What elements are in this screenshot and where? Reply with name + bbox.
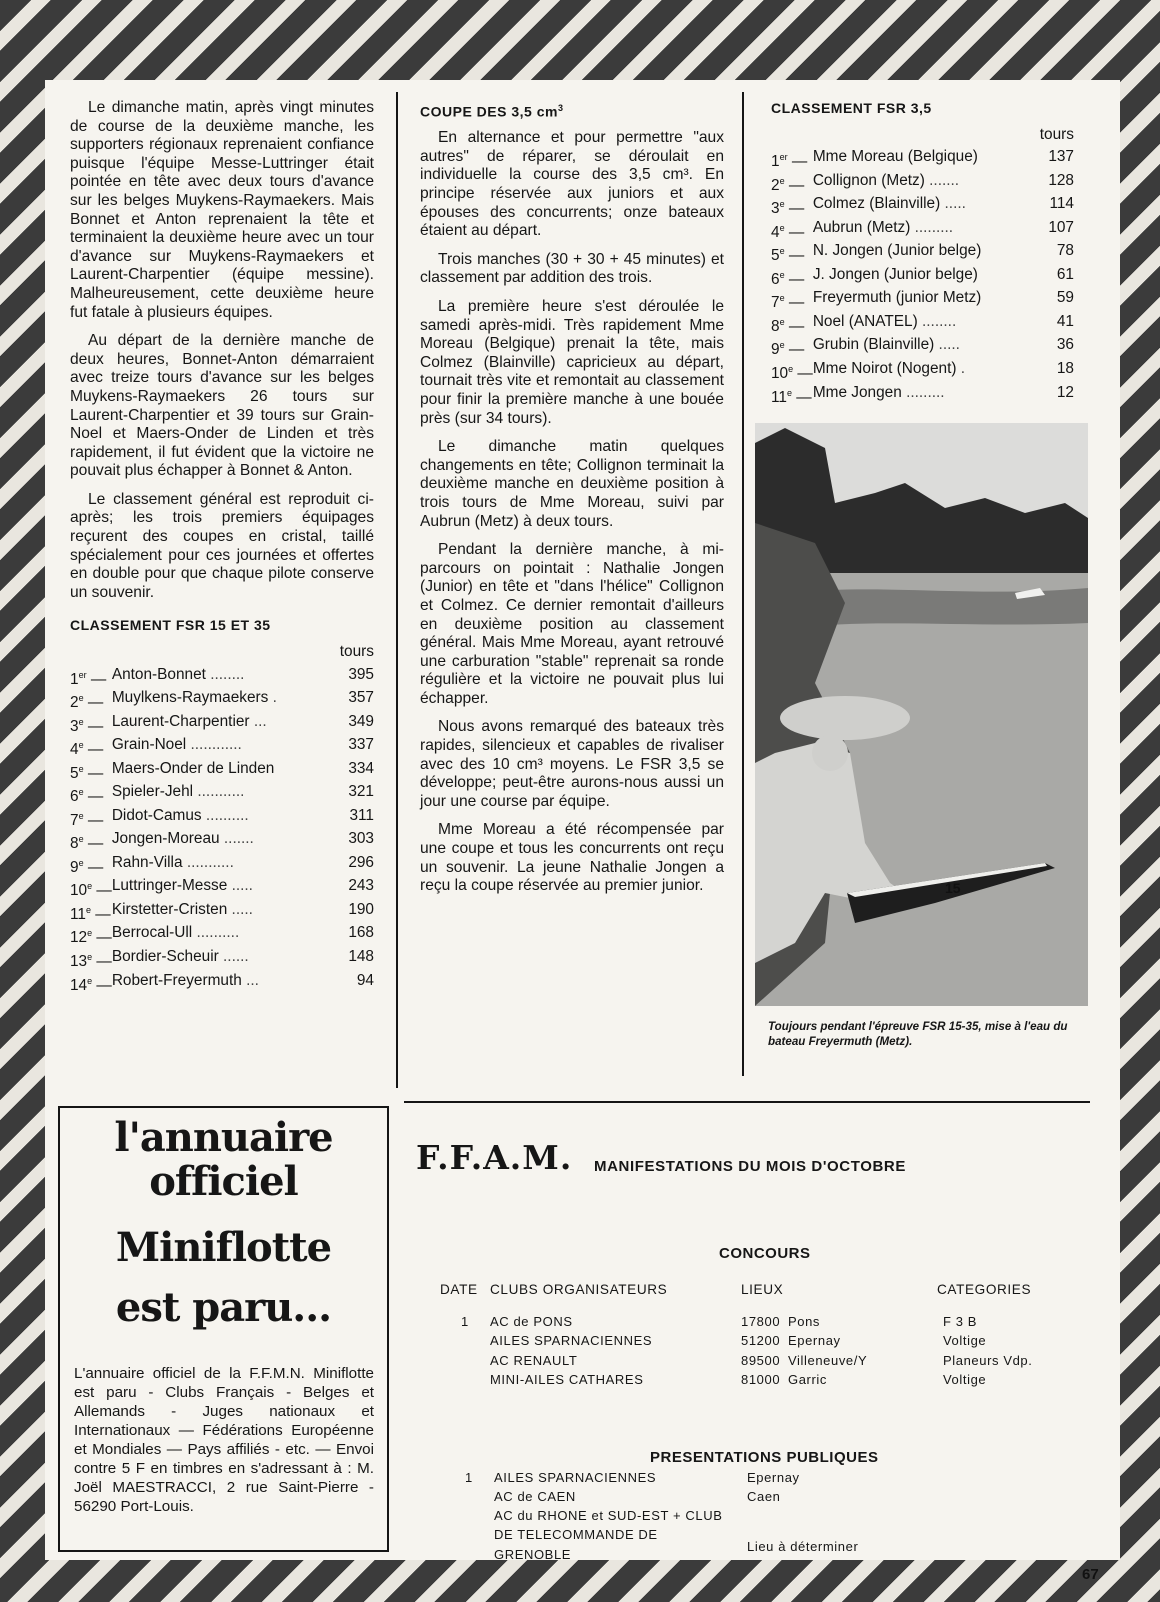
ranking-position: 10e — bbox=[771, 363, 813, 383]
photo-illustration bbox=[755, 423, 1088, 1006]
ranking-position: 2e — bbox=[771, 175, 805, 194]
ranking-name: Robert-Freyermuth ... bbox=[111, 971, 259, 989]
ad-title-line: Miniflotte bbox=[115, 1224, 332, 1271]
ranking-row bbox=[771, 384, 1074, 408]
ranking-row bbox=[771, 242, 1074, 266]
ad-box-annuaire bbox=[58, 1106, 389, 1552]
concours-place: Pons bbox=[788, 1314, 821, 1329]
article-paragraph: Le classement général est reproduit ci-après; les trois premiers équipages reçurent des coupes en cristal, taillé spécialement pour ces journées et offertes en double pour que chaque pilote conserve un souvenir. bbox=[70, 490, 374, 601]
concours-postcode: 81000 bbox=[741, 1371, 781, 1387]
article-paragraph: En alternance et pour permettre "aux autres" de réparer, se déroulait en individuelle la course des 3,5 cm³. En principe réservée aux juniors et aux épouses des concurrents; onze bateaux étaient au départ. bbox=[420, 129, 724, 240]
ranking-laps: 168 bbox=[348, 924, 374, 942]
ranking-name: Aubrun (Metz) ......... bbox=[812, 218, 954, 236]
header-date: DATE bbox=[440, 1282, 478, 1297]
ranking-position: 4e — bbox=[771, 222, 805, 241]
ranking-row bbox=[70, 901, 374, 925]
ranking-laps: 137 bbox=[1048, 148, 1074, 166]
ranking-position: 9e — bbox=[771, 340, 805, 359]
ranking-row bbox=[70, 689, 374, 713]
ranking-position: 1er — bbox=[771, 152, 808, 171]
ranking-name: Luttringer-Messe ..... bbox=[111, 877, 253, 895]
page-number: 67 bbox=[1082, 1566, 1099, 1583]
photo-caption: Toujours pendant l'épreuve FSR 15-35, mise à l'eau du bateau Freyermuth (Metz). bbox=[768, 1020, 1068, 1048]
ranking-laps: 107 bbox=[1048, 218, 1074, 236]
ranking-name: Berrocal-Ull .......... bbox=[111, 924, 240, 942]
ranking-position: 7e — bbox=[771, 293, 805, 312]
ranking-position: 6e — bbox=[771, 269, 805, 288]
ranking-laps: 349 bbox=[348, 712, 374, 730]
ranking-position: 8e — bbox=[771, 316, 805, 336]
ranking-name: Didot-Camus .......... bbox=[111, 806, 249, 824]
ranking-name: Colmez (Blainville) ..... bbox=[812, 195, 966, 213]
concours-club: AILES SPARNACIENNES bbox=[490, 1333, 653, 1349]
ranking-name: Jongen-Moreau ....... bbox=[111, 830, 254, 848]
ranking-row bbox=[70, 854, 374, 878]
ranking-position: 7e — bbox=[70, 810, 104, 829]
ranking-laps: 94 bbox=[356, 971, 374, 989]
ranking-unit: tours bbox=[1039, 125, 1074, 143]
concours-category: Voltige bbox=[943, 1333, 987, 1349]
ranking-laps: 321 bbox=[348, 783, 374, 801]
ranking-position: 2e — bbox=[70, 693, 104, 712]
ranking-position: 5e — bbox=[70, 763, 104, 782]
article-paragraph: Pendant la dernière manche, à mi-parcours on pointait : Nathalie Jongen (Junior) en tête et "dans l'hélice" Collignon et Colmez. Ce dernier remontait d'ailleurs en deuxième position au classement général. Mais Mme Moreau, ayant retrouvé une carburation "stable" reprenait sa ronde régulière et la victoire ne pouvait plus lui échapper. bbox=[420, 541, 724, 707]
ranking-name: Mme Moreau (Belgique) bbox=[812, 148, 978, 166]
ranking-laps: 12 bbox=[1056, 383, 1074, 401]
ranking-laps: 59 bbox=[1056, 289, 1074, 307]
ranking-position: 11e — bbox=[70, 904, 111, 924]
ranking-laps: 311 bbox=[349, 806, 374, 824]
ranking-name: Rahn-Villa ........... bbox=[111, 853, 234, 871]
manifestations-title: MANIFESTATIONS DU MOIS D'OCTOBRE bbox=[594, 1158, 906, 1175]
ranking-name: N. Jongen (Junior belge) bbox=[812, 242, 982, 260]
ranking-unit: tours bbox=[339, 643, 374, 661]
column-1 bbox=[70, 99, 374, 995]
presentation-place: Epernay bbox=[747, 1470, 800, 1485]
ranking-row bbox=[771, 219, 1074, 243]
ranking-table-fsr15-35 bbox=[70, 666, 374, 995]
ranking-name: Kirstetter-Cristen ..... bbox=[111, 900, 253, 918]
ranking-name: Noel (ANATEL) ........ bbox=[812, 312, 957, 330]
ranking-position: 8e — bbox=[70, 834, 104, 853]
section-rule bbox=[404, 1101, 1090, 1103]
ranking-row bbox=[70, 877, 374, 901]
ranking-laps: 395 bbox=[348, 665, 374, 683]
ranking-position: 11e — bbox=[771, 387, 812, 406]
ranking-row bbox=[771, 148, 1074, 172]
ranking-laps: 357 bbox=[348, 689, 374, 707]
ranking-row bbox=[70, 807, 374, 831]
ranking-row bbox=[70, 736, 374, 760]
concours-title: CONCOURS bbox=[719, 1245, 811, 1262]
ranking-name: Anton-Bonnet ........ bbox=[111, 665, 245, 683]
ranking-laps: 114 bbox=[1049, 195, 1074, 213]
ranking-name: Grain-Noel ............ bbox=[111, 736, 242, 754]
ranking-laps: 337 bbox=[348, 736, 374, 754]
concours-place: Epernay bbox=[788, 1333, 841, 1349]
concours-club: AC RENAULT bbox=[490, 1352, 578, 1368]
ranking-name: Laurent-Charpentier ... bbox=[111, 712, 267, 730]
ranking-row bbox=[70, 760, 374, 784]
ranking-name: Mme Jongen ......... bbox=[812, 383, 945, 401]
ranking-row bbox=[70, 924, 374, 948]
ranking-name: Freyermuth (junior Metz) bbox=[812, 289, 982, 307]
ranking-row bbox=[70, 948, 374, 972]
presentation-club: AILES SPARNACIENNES bbox=[494, 1470, 657, 1485]
ranking-position: 12e — bbox=[70, 928, 112, 947]
ranking-name: J. Jongen (Junior belge) bbox=[812, 265, 978, 283]
ranking-position: 3e — bbox=[70, 716, 104, 735]
ranking-laps: 18 bbox=[1056, 359, 1074, 377]
ranking-name: Collignon (Metz) ....... bbox=[812, 171, 960, 189]
concours-category: Voltige bbox=[943, 1371, 987, 1387]
ranking-position: 1er — bbox=[70, 669, 107, 688]
ranking-position: 6e — bbox=[70, 787, 104, 806]
ranking-row bbox=[771, 289, 1074, 313]
ranking-position: 4e — bbox=[70, 740, 104, 759]
ranking-laps: 303 bbox=[348, 830, 374, 848]
ranking-name: Grubin (Blainville) ..... bbox=[812, 336, 960, 354]
ad-title-line: officiel bbox=[149, 1158, 298, 1205]
ranking-row bbox=[771, 313, 1074, 337]
column-2 bbox=[420, 99, 724, 906]
presentations-title: PRESENTATIONS PUBLIQUES bbox=[650, 1449, 879, 1466]
ranking-laps: 78 bbox=[1056, 242, 1074, 260]
ranking-name: Spieler-Jehl ........... bbox=[111, 783, 245, 801]
ranking-position: 10e — bbox=[70, 881, 112, 900]
presentation-date: 1 bbox=[465, 1470, 473, 1485]
article-paragraph: Le dimanche matin quelques changements en tête; Collignon terminait la deuxième manche en deuxième position à trois tours de Mme Moreau, suivi par Aubrun (Metz) à deux tours. bbox=[420, 438, 724, 530]
ranking-laps: 36 bbox=[1056, 336, 1074, 354]
ranking-laps: 243 bbox=[348, 877, 374, 895]
concours-category: F 3 B bbox=[943, 1314, 978, 1329]
concours-date: 1 bbox=[461, 1314, 469, 1329]
column-rule-left bbox=[396, 92, 398, 1088]
article-paragraph: Trois manches (30 + 30 + 45 minutes) et classement par addition des trois. bbox=[420, 250, 724, 287]
ranking-row bbox=[771, 266, 1074, 290]
ranking-table-fsr3-5 bbox=[771, 148, 1074, 407]
ranking-name: Bordier-Scheuir ...... bbox=[111, 948, 249, 965]
concours-category: Planeurs Vdp. bbox=[943, 1352, 1033, 1368]
presentation-club: AC du RHONE et SUD-EST + CLUB DE TELECOMMANDE DE GRENOBLE bbox=[494, 1508, 723, 1562]
concours-club: MINI-AILES CATHARES bbox=[490, 1371, 644, 1387]
boat-number: 15 bbox=[945, 880, 961, 896]
ranking-laps: 190 bbox=[348, 900, 374, 918]
presentation-place: Caen bbox=[747, 1489, 781, 1504]
ranking-row bbox=[771, 195, 1074, 219]
ranking-laps: 41 bbox=[1056, 312, 1074, 330]
ad-title-line: l'annuaire bbox=[114, 1114, 333, 1161]
column-rule-right bbox=[742, 92, 744, 1076]
ranking-row bbox=[70, 972, 374, 996]
ranking-position: 3e — bbox=[771, 199, 805, 218]
ranking-title: CLASSEMENT FSR 15 ET 35 bbox=[70, 617, 271, 634]
ranking-row bbox=[70, 713, 374, 737]
article-paragraph: Nous avons remarqué des bateaux très rapides, silencieux et capables de rivaliser avec des 10 cm³ moyens. Le FSR 3,5 se développe; peut-être aurons-nous aussi un jour une course par équipe. bbox=[420, 718, 724, 810]
ranking-laps: 296 bbox=[348, 853, 374, 871]
ranking-row bbox=[70, 783, 374, 807]
article-paragraph: Mme Moreau a été récompensée par une coupe et tous les concurrents ont reçu un souvenir. La jeune Nathalie Jongen a reçu la coupe réservée au premier junior. bbox=[420, 821, 724, 895]
ranking-laps: 334 bbox=[348, 759, 374, 777]
ad-text: L'annuaire officiel de la F.F.M.N. Miniflotte est paru - Clubs Français - Belges et Allemands - Juges nationaux et Internationaux — Fédérations Européenne et Mondiales — Pays affiliés - etc. — Envoi contre 5 F en timbres en s'adressant à : M. Joël MAESTRACCI, 2 rue Saint-Pierre - 56290 Port-Louis. bbox=[74, 1365, 374, 1515]
ad-title-line: est paru... bbox=[115, 1284, 332, 1331]
article-paragraph: La première heure s'est déroulée le samedi après-midi. Très rapidement Mme Moreau (Belgique) prenait la tête, mais Colmez (Blainville) capricieux au départ, tournait très vite et remontait au classement pour finir la première manche à une bouée près (sur 34 tours). bbox=[420, 298, 724, 427]
ranking-position: 5e — bbox=[771, 246, 805, 265]
ranking-laps: 128 bbox=[1048, 171, 1074, 189]
ranking-row bbox=[70, 830, 374, 854]
ranking-title: CLASSEMENT FSR 3,5 bbox=[771, 100, 932, 116]
concours-postcode: 89500 bbox=[741, 1352, 781, 1368]
ranking-laps: 61 bbox=[1056, 265, 1074, 283]
ranking-row bbox=[771, 360, 1074, 384]
concours-club: AC de PONS bbox=[490, 1314, 573, 1329]
ranking-row bbox=[771, 336, 1074, 360]
ranking-position: 9e — bbox=[70, 857, 104, 876]
article-paragraph: Le dimanche matin, après vingt minutes de course de la deuxième manche, les supporters régionaux reprenaient confiance puisque l'équipe Messe-Luttringer était pointée en tête avec deux tours d'avance sur les belges Muykens-Raymaekers. Mais Bonnet et Anton reprenaient la tête et terminaient la deuxième heure avec un tour d'avance sur Muykens-Raymaekers et Laurent-Charpentier (équipe messine). Malheureusement, cette deuxième heure fut fatale à plusieurs équipes. bbox=[70, 99, 374, 321]
presentation-club: AC de CAEN bbox=[494, 1489, 576, 1504]
ranking-name: Muylkens-Raymaekers . bbox=[111, 689, 277, 707]
ranking-position: 14e — bbox=[70, 975, 112, 994]
concours-postcode: 17800 bbox=[741, 1314, 781, 1329]
photo-boat-launch bbox=[755, 423, 1088, 1006]
column-3 bbox=[771, 99, 1074, 407]
ranking-row bbox=[70, 666, 374, 690]
ranking-row bbox=[771, 172, 1074, 196]
ffam-title: F.F.A.M. bbox=[416, 1138, 573, 1177]
header-clubs: CLUBS ORGANISATEURS bbox=[490, 1282, 668, 1297]
presentation-place: Lieu à déterminer bbox=[747, 1539, 859, 1554]
header-categories: CATEGORIES bbox=[937, 1282, 1032, 1297]
article-paragraph: Au départ de la dernière manche de deux heures, Bonnet-Anton démarraient avec treize tours d'avance sur les belges Muykens-Raymaekers 26 tours sur Laurent-Charpentier et 39 tours sur Grain-Noel et Maers-Onder de Linden et très rapidement, il fut évident que la victoire ne pouvait plus échapper à Bonnet & Anton. bbox=[70, 332, 374, 480]
ranking-position: 13e — bbox=[70, 952, 112, 971]
header-lieux: LIEUX bbox=[741, 1282, 784, 1297]
section-heading: COUPE DES 3,5 $cm^3$ bbox=[420, 103, 564, 120]
concours-place: Garric bbox=[788, 1371, 827, 1387]
ranking-name: Maers-Onder de Linden bbox=[111, 759, 275, 777]
concours-postcode: 51200 bbox=[741, 1333, 781, 1349]
ranking-name: Mme Noirot (Nogent) . bbox=[812, 359, 966, 377]
concours-place: Villeneuve/Y bbox=[788, 1352, 868, 1368]
ranking-laps: 148 bbox=[348, 948, 374, 965]
